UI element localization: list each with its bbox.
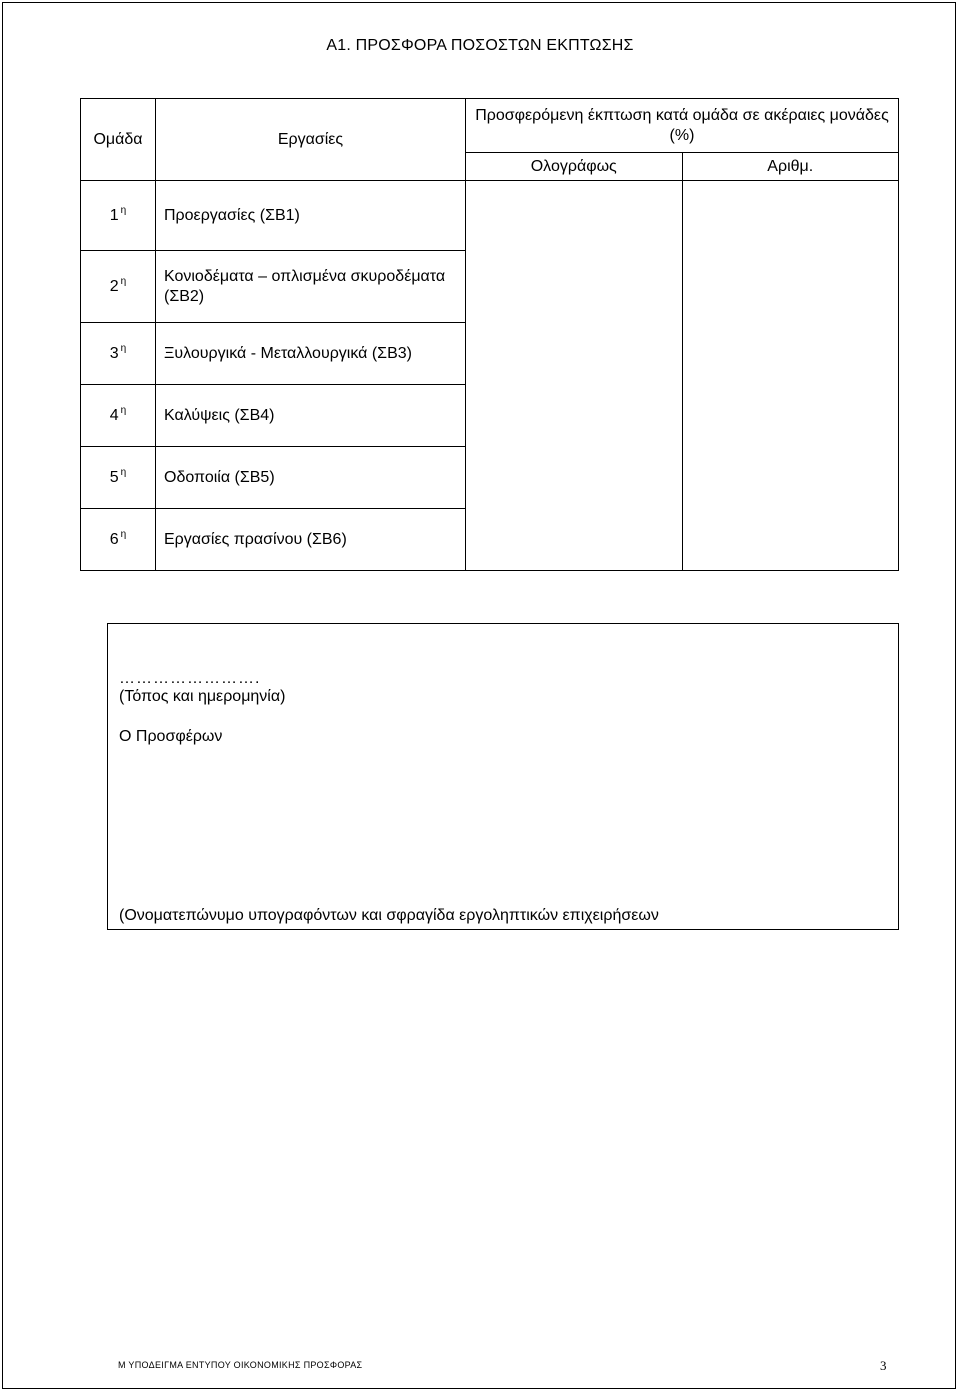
row-in-words-field[interactable]: [466, 251, 683, 323]
row-work: Ξυλουργικά - Μεταλλουργικά (ΣΒ3): [156, 323, 466, 385]
table-row: [81, 509, 899, 571]
document-title: Α1. ΠΡΟΣΦΟΡΑ ΠΟΣΟΣΤΩΝ ΕΚΠΤΩΣΗΣ: [326, 37, 634, 54]
header-discount: Προσφερόμενη έκπτωση κατά ομάδα σε ακέραιες μονάδες (%): [466, 99, 899, 153]
row-work: Οδοποιία (ΣΒ5): [156, 447, 466, 509]
place-date-label: (Τόπος και ημερομηνία): [119, 688, 286, 705]
table-row: [81, 251, 899, 323]
header-group: Ομάδα: [81, 99, 156, 181]
signatories-label: (Ονοματεπώνυμο υπογραφόντων και σφραγίδα εργοληπτικών επιχειρήσεων: [119, 907, 659, 924]
row-work: Εργασίες πρασίνου (ΣΒ6): [156, 509, 466, 571]
row-in-words-field[interactable]: [466, 181, 683, 251]
table-row: [81, 181, 899, 251]
row-in-words-field[interactable]: [466, 385, 683, 447]
place-date-dots[interactable]: …………………….: [119, 670, 261, 687]
row-in-words-field[interactable]: [466, 509, 683, 571]
header-numeric: Αριθμ.: [682, 153, 899, 181]
row-in-words-field[interactable]: [466, 447, 683, 509]
discount-offer-table: [80, 98, 899, 571]
row-group: 1 $^\eta$: [81, 181, 156, 251]
row-numeric-field[interactable]: [682, 447, 899, 509]
row-work: Καλύψεις (ΣΒ4): [156, 385, 466, 447]
row-numeric-field[interactable]: [682, 181, 899, 251]
page-number: 3: [880, 1358, 887, 1373]
footer-label: Μ ΥΠΟΔΕΙΓΜΑ ΕΝΤΥΠΟΥ ΟΙΚΟΝΟΜΙΚΗΣ ΠΡΟΣΦΟΡΑΣ: [118, 1360, 363, 1370]
signature-box: [107, 623, 899, 930]
header-works: Εργασίες: [156, 99, 466, 181]
row-group: 3 $^\eta$: [81, 323, 156, 385]
row-numeric-field[interactable]: [682, 509, 899, 571]
row-work: Κονιοδέματα – οπλισμένα σκυροδέματα (ΣΒ2): [156, 251, 466, 323]
header-in-words: Ολογράφως: [466, 153, 683, 181]
offerer-label: Ο Προσφέρων: [119, 728, 223, 745]
table-row: [81, 385, 899, 447]
table-row: [81, 323, 899, 385]
row-group: 6 $^\eta$: [81, 509, 156, 571]
row-work: Προεργασίες (ΣΒ1): [156, 181, 466, 251]
row-group: 5 $^\eta$: [81, 447, 156, 509]
row-numeric-field[interactable]: [682, 323, 899, 385]
row-numeric-field[interactable]: [682, 385, 899, 447]
row-numeric-field[interactable]: [682, 251, 899, 323]
table-row: [81, 447, 899, 509]
row-group: 2 $^\eta$: [81, 251, 156, 323]
row-in-words-field[interactable]: [466, 323, 683, 385]
row-group: 4 $^\eta$: [81, 385, 156, 447]
